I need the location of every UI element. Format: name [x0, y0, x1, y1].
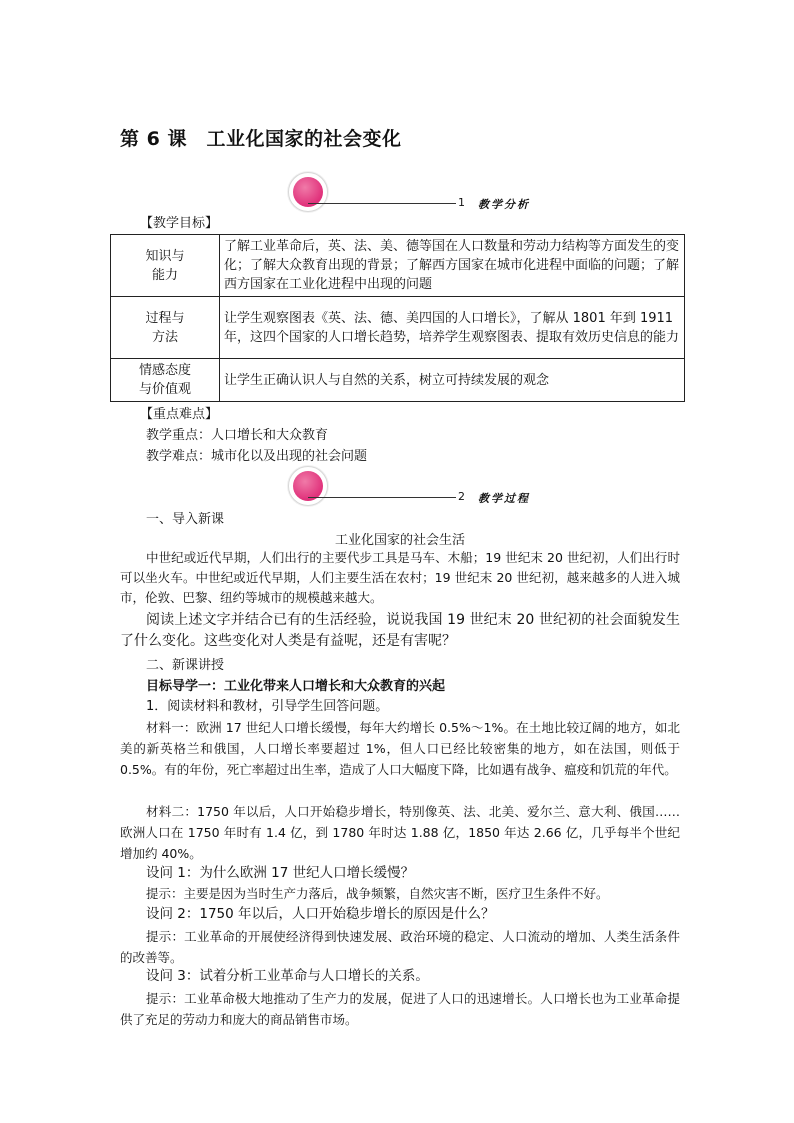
section-number: 2: [458, 490, 465, 503]
row-content: 让学生观察图表《英、法、德、美四国的人口增长》，了解从 1801 年到 1911 年，这四个国家的人口增长趋势，培养学生观察图表、提取有效历史信息的能力: [220, 297, 685, 359]
material-2: 材料二：1750 年以后，人口开始稳步增长，特别像英、法、北美、爱尔兰、意大利、俄国……欧洲人口在 1750 年时有 1.4 亿，到 1780 年时达 1.88 亿，1850 年达 2.66 亿，几乎每半个世纪增加约 40%。: [120, 804, 680, 861]
key-difficulty: 教学难点：城市化以及出现的社会问题: [146, 449, 368, 464]
section-banner-analysis: [288, 172, 588, 212]
part1-heading: 一、导入新课: [146, 512, 225, 527]
divider: [308, 497, 456, 498]
guide-heading: 目标导学一：工业化带来人口增长和大众教育的兴起: [146, 679, 446, 694]
question-1: 设问 1：为什么欧洲 17 世纪人口增长缓慢？: [146, 865, 415, 881]
question-3: 设问 3：试着分析工业革命与人口增长的关系。: [146, 968, 429, 984]
lesson-title: 第 6 课 工业化国家的社会变化: [120, 128, 402, 150]
answer-3: 提示：工业革命极大地推动了生产力的发展，促进了人口的迅速增长。人口增长也为工业革命提供了充足的劳动力和庞大的商品销售市场。: [120, 991, 680, 1027]
row-content: 了解工业革命后，英、法、美、德等国在人口数量和劳动力结构等方面发生的变化；了解大众教育出现的背景；了解西方国家在城市化进程中面临的问题；了解西方国家在工业化进程中出现的问题: [220, 235, 685, 297]
reading-question: 阅读上述文字并结合已有的生活经验，说说我国 19 世纪末 20 世纪初的社会面貌发生了什么变化。这些变化对人类是有益呢，还是有害呢？: [120, 612, 680, 649]
reading-title: 工业化国家的社会生活: [334, 533, 465, 548]
table-row: [111, 297, 685, 359]
pink-circle-icon: [288, 466, 328, 506]
table-row: [111, 359, 685, 402]
question-2: 设问 2：1750 年以后，人口开始稳步增长的原因是什么？: [146, 906, 495, 922]
row-header: 过程与 方法: [111, 297, 220, 359]
section-number: 1: [458, 196, 465, 209]
key-focus: 教学重点：人口增长和大众教育: [146, 428, 329, 443]
table-row: [111, 235, 685, 297]
row-header: 情感态度 与价值观: [111, 359, 220, 402]
answer-1: 提示：主要是因为当时生产力落后，战争频繁，自然灾害不断，医疗卫生条件不好。: [146, 886, 609, 901]
row-content: 让学生正确认识人与自然的关系，树立可持续发展的观念: [220, 359, 685, 402]
teaching-goals-table: [110, 234, 685, 402]
key-heading: 【重点难点】: [140, 407, 219, 422]
section-label: 教学分析: [478, 198, 530, 211]
section-label: 教学过程: [478, 492, 530, 505]
answer-2: 提示：工业革命的开展使经济得到快速发展、政治环境的稳定、人口流动的增加、人类生活条件的改善等。: [120, 929, 680, 965]
divider: [308, 203, 456, 204]
material-1: 材料一：欧洲 17 世纪人口增长缓慢，每年大约增长 0.5%～1%。在土地比较辽阔的地方，如北美的新英格兰和俄国，人口增长率要超过 1%，但人口已经比较密集的地方，如在法国，则低于 0.5%。有的年份，死亡率超过出生率，造成了人口大幅度下降，比如遇有战争、瘟疫和饥荒的年代。: [120, 720, 680, 777]
step-1: 1．阅读材料和教材，引导学生回答问题。: [146, 699, 389, 714]
part2-heading: 二、新课讲授: [146, 658, 225, 673]
pink-circle-icon: [288, 172, 328, 212]
goals-heading: 【教学目标】: [140, 216, 219, 231]
row-header: 知识与 能力: [111, 235, 220, 297]
section-banner-process: [288, 466, 588, 506]
reading-paragraph: 中世纪或近代早期，人们出行的主要代步工具是马车、木船；19 世纪末 20 世纪初，人们出行时可以坐火车。中世纪或近代早期，人们主要生活在农村；19 世纪末 20 世纪初，越来越多的人进入城市，伦敦、巴黎、纽约等城市的规模越来越大。: [120, 550, 680, 605]
